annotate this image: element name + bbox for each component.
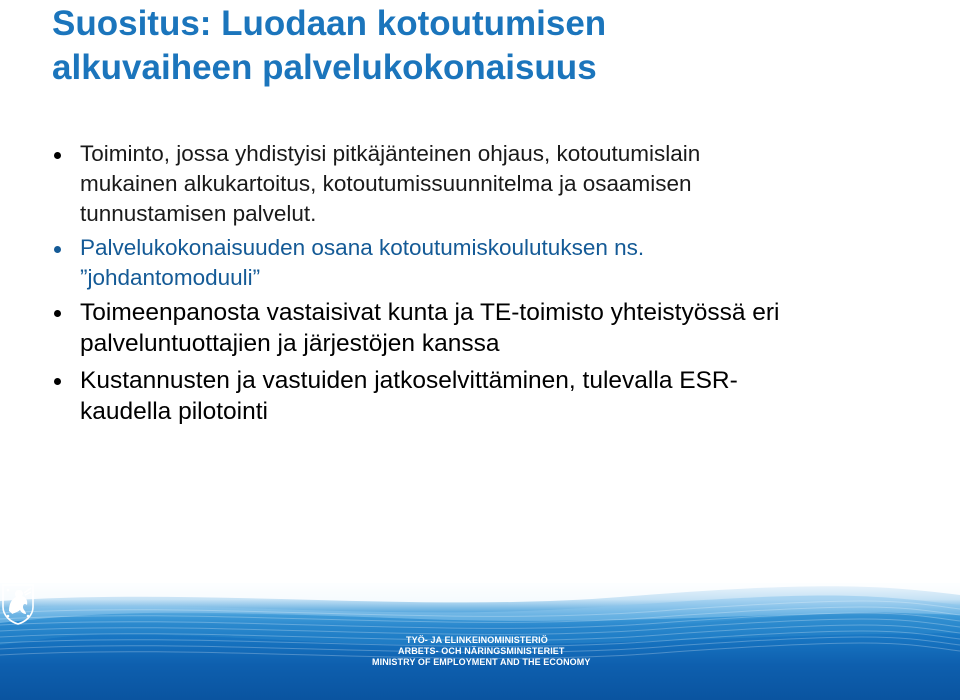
bullet-2-line-2: ”johdantomoduuli” [80, 265, 261, 290]
bullet-3-line-1: Toimeenpanosta vastaisivat kunta ja TE-toimisto yhteistyössä eri [80, 299, 780, 326]
ministry-name-fi: TYÖ- JA ELINKEINOMINISTERIÖ [406, 635, 548, 645]
bullet-4-line-2: kaudella pilotointi [80, 398, 268, 425]
title-line-1: Suositus: Luodaan kotoutumisen [52, 4, 607, 43]
bullet-list [52, 139, 912, 433]
bullet-dot-icon [54, 310, 61, 317]
bullet-1-line-1: Toiminto, jossa yhdistyisi pitkäjänteinen ohjaus, kotoutumislain [80, 141, 701, 166]
title-line-2: alkuvaiheen palvelukokonaisuus [52, 48, 597, 87]
bullet-dot-icon [54, 246, 61, 253]
bullet-dot-icon [54, 378, 61, 385]
bullet-1-line-3: tunnustamisen palvelut. [80, 201, 317, 226]
bullet-dot-icon [54, 152, 61, 159]
bullet-3-line-2: palveluntuottajien ja järjestöjen kanssa [80, 330, 500, 357]
bullet-item-1 [52, 139, 912, 229]
ministry-name-sv: ARBETS- OCH NÄRINGSMINISTERIET [398, 646, 565, 656]
bullet-2-line-1: Palvelukokonaisuuden osana kotoutumiskoulutuksen ns. [80, 235, 645, 260]
slide-title [52, 2, 932, 90]
bullet-item-2 [52, 233, 912, 293]
bullet-item-3 [52, 297, 912, 359]
ministry-name-block [372, 635, 612, 668]
ministry-name-en: MINISTRY OF EMPLOYMENT AND THE ECONOMY [372, 657, 591, 667]
footer-banner [0, 583, 960, 700]
bullet-4-line-1: Kustannusten ja vastuiden jatkoselvittäminen, tulevalla ESR- [80, 367, 738, 394]
bullet-item-4 [52, 365, 912, 427]
bullet-1-line-2: mukainen alkukartoitus, kotoutumissuunnitelma ja osaamisen [80, 171, 692, 196]
finnish-lion-coat-of-arms-icon [0, 583, 36, 625]
